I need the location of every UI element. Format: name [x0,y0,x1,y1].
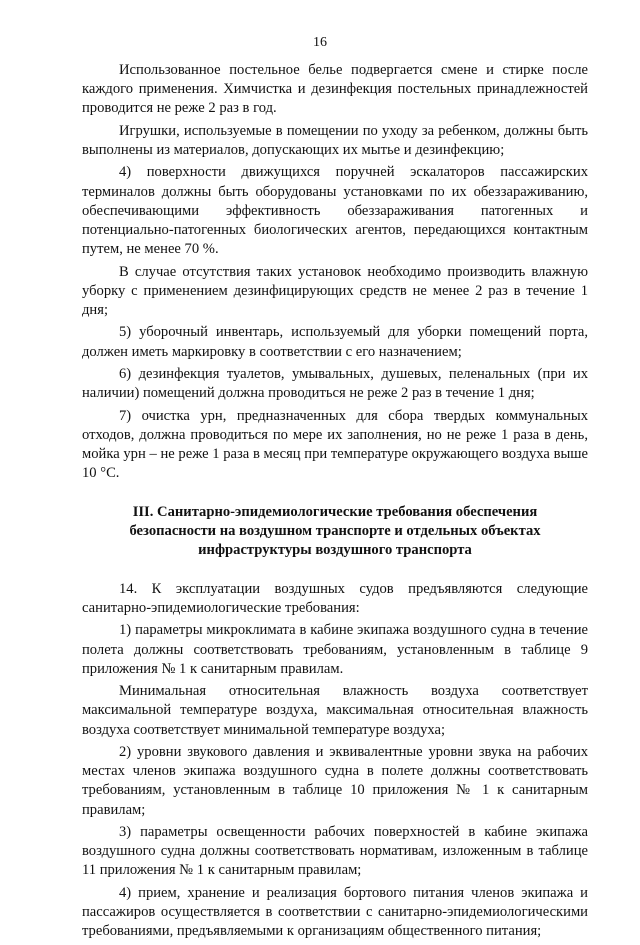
paragraph-wet-cleaning: В случае отсутствия таких установок необходимо производить влажную уборку с применением дезинфицирующих средств не менее 2 раз в течение 1 дня; [82,263,588,318]
paragraph-waste-bins: 7) очистка урн, предназначенных для сбора твердых коммунальных отходов, должна проводиться по мере их заполнения, но не реже 1 раза в день, мойка урн – не реже 1 раза в месяц при температуре окружающего воздуха выше 10 °С. [82,407,588,482]
document-body [82,61,588,945]
paragraph-illumination: 3) параметры освещенности рабочих поверхностей в кабине экипажа воздушного судна должны соответствовать нормативам, изложенным в таблице 11 приложения № 1 к санитарным правилам; [82,823,588,879]
paragraph-cockpit-microclimate: 1) параметры микроклимата в кабине экипажа воздушного судна в течение полета должны соответствовать требованиям, установленным в таблице 9 приложения № 1 к санитарным правилам. [82,622,588,677]
paragraph-bedding: Использованное постельное белье подвергается смене и стирке после каждого применения. Химчистка и дезинфекция постельных принадлежностей проводится не реже 2 раз в год. [82,62,588,117]
paragraph-onboard-catering: 4) прием, хранение и реализация бортового питания членов экипажа и пассажиров осуществляется в соответствии с санитарно-эпидемиологическими требованиями, предъявляемыми к организациям общественного питания; [82,884,588,940]
paragraph-toys: Игрушки, используемые в помещении по уходу за ребенком, должны быть выполнены из материалов, допускающих их мытье и дезинфекцию; [82,122,588,158]
paragraph-aircraft-requirements: 14. К эксплуатации воздушных судов предъявляются следующие санитарно-эпидемиологические требования: [82,580,588,616]
section-heading: III. Санитарно-эпидемиологические требования обеспечения безопасности на воздушном транспорте и отдельных объектах инфраструктуры воздушного транспорта [129,504,541,558]
paragraph-sound-levels: 2) уровни звукового давления и эквивалентные уровни звука на рабочих местах членов экипажа воздушного судна в полете должны соответствовать требованиям, установленным в таблице 10 приложения № 1 к санитарным правилам; [82,743,588,818]
page-number: 16 [313,35,327,50]
paragraph-cleaning-equipment: 5) уборочный инвентарь, используемый для уборки помещений порта, должен иметь маркировку в соответствии с его назначением; [82,324,588,360]
paragraph-escalator-handrails: 4) поверхности движущихся поручней эскалаторов пассажирских терминалов должны быть оборудованы установками по их обеззараживанию, обеспечивающими эффективность обеззараживания патогенных и потенциально-патогенных биологических агентов, передающихся контактным путем, не менее 70 %. [82,164,588,258]
paragraph-humidity: Минимальная относительная влажность воздуха соответствует максимальной температуре воздуха, максимальная относительная влажность воздуха соответствует минимальной температуре воздуха; [82,683,588,738]
paragraph-toilet-disinfection: 6) дезинфекция туалетов, умывальных, душевых, пеленальных (при их наличии) помещений должна проводиться не реже 2 раз в течение 1 дня; [82,365,588,402]
